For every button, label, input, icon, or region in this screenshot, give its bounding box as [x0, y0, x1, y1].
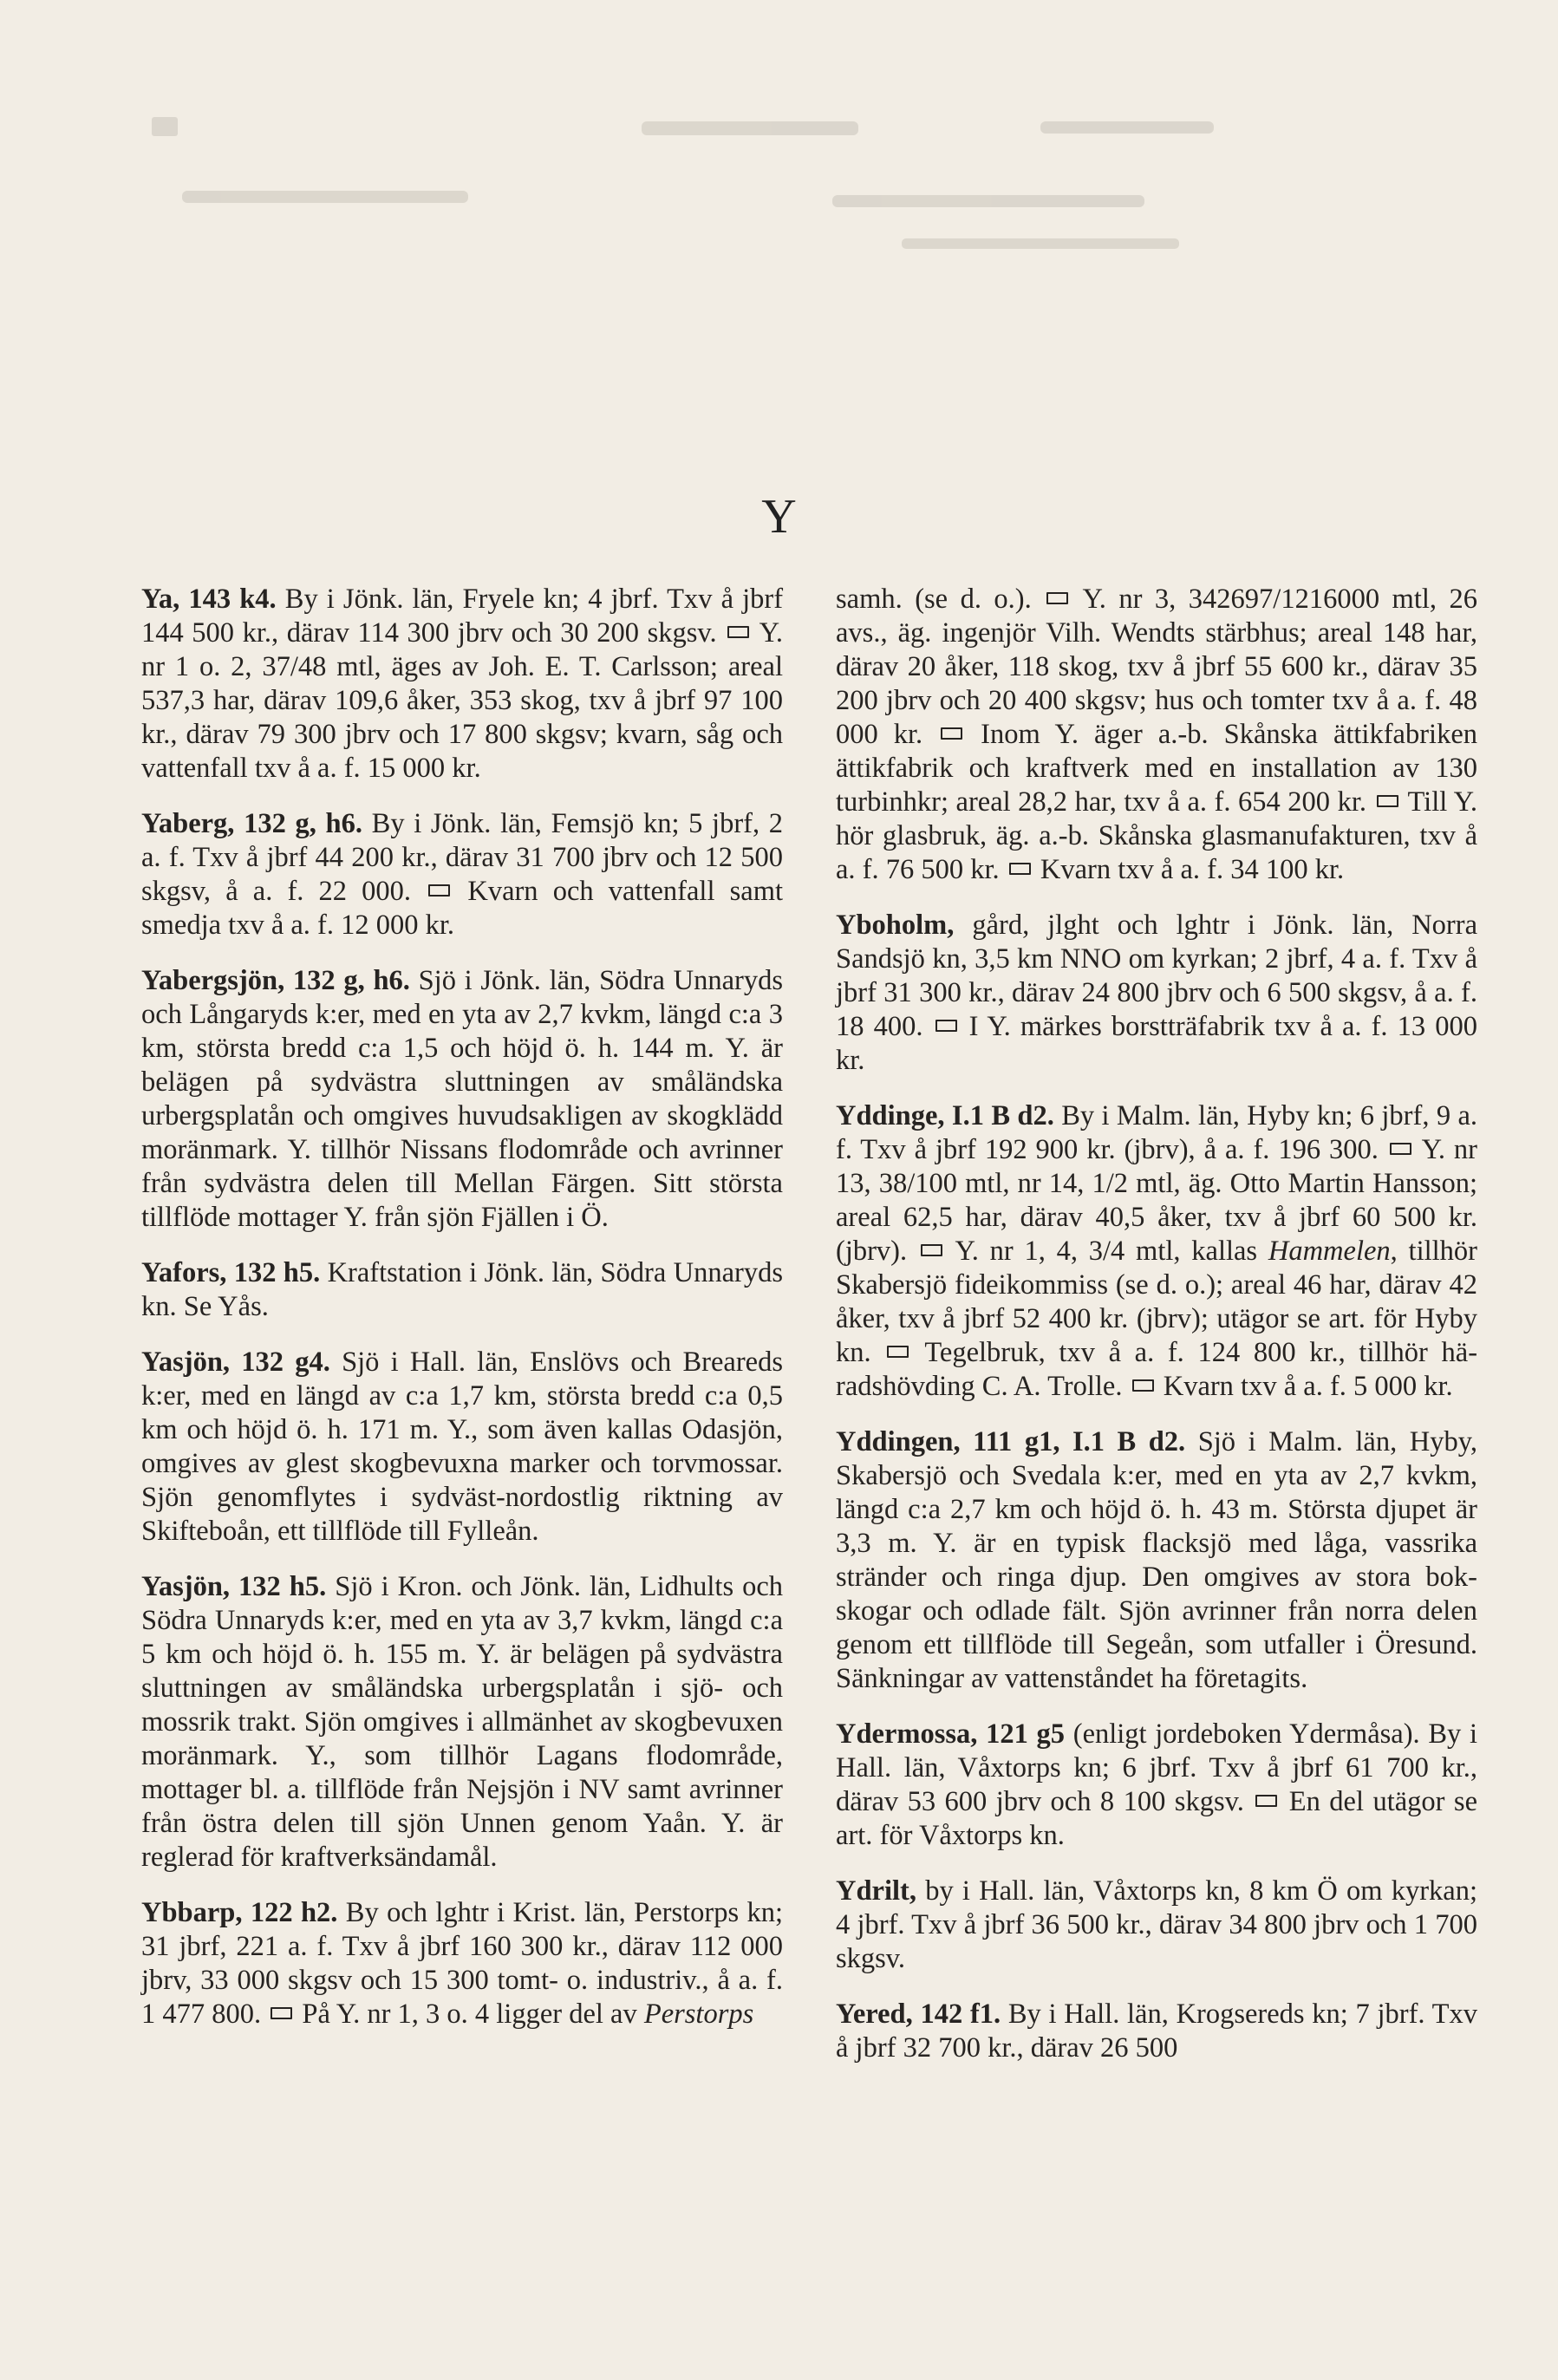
dictionary-entry: [836, 583, 1477, 887]
entry-headword: Yabergsjön,: [141, 965, 285, 996]
map-reference: 121 g5: [986, 1718, 1066, 1750]
entry-headword: Yboholm,: [836, 910, 955, 941]
dictionary-entry: [836, 1718, 1477, 1853]
entry-text: , tillhör Skabersjö fideikommiss (se d. o.); areal 46 har, därav 42 åker, txv å jbrf 52 400 kr. (jbrv); utägor se art. för Hyby kn.: [836, 1236, 1477, 1368]
paragraph-symbol-icon: [1390, 1143, 1411, 1155]
show-through-texture: [0, 0, 1558, 468]
map-reference: 132 h5.: [238, 1571, 327, 1602]
entry-headword: Yasjön,: [141, 1571, 231, 1602]
paragraph-symbol-icon: [941, 727, 962, 740]
entry-text: Kvarn och vattenfall samt smedja txv å a. f. 12 000 kr.: [141, 876, 784, 941]
entry-text: Tegelbruk, txv å a. f. 124 800 kr., tillhör häradshövding C. A. Trolle.: [836, 1337, 1478, 1402]
dictionary-entry: [141, 964, 783, 1235]
dictionary-entry: [836, 1425, 1477, 1696]
dictionary-entry: [141, 1256, 783, 1324]
paragraph-symbol-icon: [887, 1346, 909, 1358]
paragraph-symbol-icon: [271, 2007, 292, 2019]
entry-text: Sjö i Malm. län, Hyby, Skabersjö och Svedala k:er, med en yta av 2,7 kvkm, längd c:a 2,7 km och höjd ö. h. 43 m. Största djupet är 3,3 m. Y. är en typisk flacksjö med låga, vassrika stränder och ringa djup. Den omgives av stora bokskogar och odlade fält. Sjön avrinner från norra delen genom ett tillflöde till Segeån, som utfaller i Öresund. Sänkningar av vattenståndet ha företagits.: [836, 1426, 1477, 1694]
entry-text: Sjö i Jönk. län, Södra Unnaryds och Långaryds k:er, med en yta av 2,7 kvkm, längd c:a 3 km, största bredd c:a 1,5 och höjd ö. h. 144 m. Y. är belägen på sydvästra sluttningen av småländska urbergsplatån och omgives huvudsakligen av skogklädd moränmark. Y. tillhör Nissans flodområde och avrinner från sydvästra delen till Mellan Färgen. Sitt största tillflöde mottager Y. från sjön Fjällen i Ö.: [141, 965, 783, 1233]
entry-text: Kvarn txv å a. f. 5 000 kr.: [1156, 1371, 1453, 1402]
entry-headword: Yddingen,: [836, 1426, 961, 1457]
paragraph-symbol-icon: [428, 884, 450, 897]
entry-text: By i Hall. län, Krogsereds kn; 7 jbrf. Txv å jbrf 32 700 kr., därav 26 500: [836, 1999, 1478, 2064]
dictionary-entry: [141, 1346, 783, 1549]
map-reference: 122 h2.: [250, 1897, 338, 1928]
entry-text: By i Jönk. län, Fryele kn; 4 jbrf. Txv å jbrf 144 500 kr., därav 114 300 jbrv och 30 200 skgsv.: [141, 584, 784, 649]
entry-text: By i Malm. län, Hyby kn; 6 jbrf, 9 a. f. Txv å jbrf 192 900 kr. (jbrv), å a. f. 196 300.: [836, 1100, 1477, 1165]
dictionary-entry: [836, 1099, 1477, 1404]
entry-headword: Ya,: [141, 584, 180, 615]
map-reference: 111 g1, I.1 B d2.: [973, 1426, 1186, 1457]
entry-text: samh. (se d. o.).: [836, 584, 1045, 615]
entry-text: Y. nr 1, 4, 3/4 mtl, kallas: [944, 1236, 1268, 1267]
entry-text: Sjö i Hall. län, Enslövs och Breareds k:er, med en längd av c:a 1,7 km, största bredd c:a 0,5 km och höjd ö. h. 171 m. Y., som även kallas Odasjön, omgives av glest skogbevuxna marker och torvmossar. Sjön genomflytes i sydväst-nordostlig riktning av Skifteboån, ett tillflöde till Fylleån.: [141, 1346, 783, 1547]
italic-text: Perstorps: [643, 1999, 754, 2030]
entry-headword: Yddinge,: [836, 1100, 945, 1131]
entry-headword: Ybbarp,: [141, 1897, 243, 1928]
paragraph-symbol-icon: [935, 1020, 957, 1032]
dictionary-entry: [141, 807, 783, 942]
paragraph-symbol-icon: [921, 1244, 942, 1256]
map-reference: 142 f1.: [920, 1999, 1001, 2030]
entry-headword: Ydermossa,: [836, 1718, 978, 1750]
dictionary-entry: [141, 583, 783, 786]
dictionary-entry: [141, 1896, 783, 2031]
entry-text: By i Jönk. län, Femsjö kn; 5 jbrf, 2 a. f. Txv å jbrf 44 200 kr., därav 31 700 jbrv och 12 500 skgsv, å a. f. 22 000.: [141, 808, 783, 907]
entry-headword: Yered,: [836, 1999, 913, 2030]
right-column: [836, 583, 1477, 2065]
map-reference: 132 h5.: [233, 1257, 321, 1288]
entry-headword: Ydrilt,: [836, 1875, 916, 1907]
entry-text: Inom Y. äger a.-b. Skånska ättikfabriken ättikfabrik och kraftverk med en installation av 130 turbinhkr; areal 28,2 har, txv å a. f. 654 200 kr.: [836, 719, 1477, 818]
map-reference: 143 k4.: [188, 584, 277, 615]
entry-text: På Y. nr 1, 3 o. 4 ligger del av: [295, 1999, 644, 2030]
dictionary-entry: [836, 909, 1477, 1078]
paragraph-symbol-icon: [1009, 863, 1031, 875]
paragraph-symbol-icon: [1046, 592, 1068, 604]
entry-text: by i Hall. län, Våxtorps kn, 8 km Ö om kyrkan; 4 jbrf. Txv å jbrf 36 500 kr., därav 34 800 jbrv och 1 700 skgsv.: [836, 1875, 1477, 1974]
entry-text: En del utägor se art. för Våxtorps kn.: [836, 1786, 1477, 1851]
entry-text: (enligt jordeboken Ydermåsa). By i Hall. län, Våxtorps kn; 6 jbrf. Txv å jbrf 61 700 kr., därav 53 600 jbrv och 8 100 skgsv.: [836, 1718, 1478, 1817]
map-reference: 132 g, h6.: [292, 965, 410, 996]
entry-text: By och lghtr i Krist. län, Perstorps kn; 31 jbrf, 221 a. f. Txv å jbrf 160 300 kr., därav 112 000 jbrv, 33 000 skgsv och 15 300 tomt- o. industriv., å a. f. 1 477 800.: [141, 1897, 784, 2030]
left-column: [141, 583, 783, 2031]
entry-text: I Y. märkes borstträfabrik txv å a. f. 13 000 kr.: [836, 1011, 1478, 1076]
entry-headword: Yafors,: [141, 1257, 227, 1288]
entry-headword: Yasjön,: [141, 1346, 231, 1378]
dictionary-entry: [836, 1875, 1477, 1976]
entry-text: Y. nr 1 o. 2, 37/48 mtl, äges av Joh. E. T. Carlsson; areal 537,3 har, därav 109,6 åker, 353 skog, txv å jbrf 97 100 kr., därav 79 300 jbrv och 17 800 skgsv; kvarn, såg och vattenfall txv å a. f. 15 000 kr.: [141, 617, 783, 784]
italic-text: Hammelen: [1268, 1236, 1391, 1267]
dictionary-entry: [836, 1998, 1477, 2065]
entry-headword: Yaberg,: [141, 808, 235, 839]
entry-text: Kvarn txv å a. f. 34 100 kr.: [1033, 854, 1345, 885]
entry-text: Y. nr 3, 342697/1216000 mtl, 26 avs., äg. ingenjör Vilh. Wendts stärbhus; areal 148 har, därav 20 åker, 118 skog, txv å jbrf 55 600 kr., därav 35 200 jbrv och 20 400 skgsv; hus och tomter txv å a. f. 48 000 kr.: [836, 584, 1477, 750]
section-letter: Y: [761, 490, 797, 544]
paragraph-symbol-icon: [1255, 1795, 1277, 1807]
entry-text: gård, jlght och lghtr i Jönk. län, Norra Sandsjö kn, 3,5 km NNO om kyrkan; 2 jbrf, 4 a. f. Txv å jbrf 31 300 kr., därav 24 800 jbrv och 6 500 skgsv, å a. f. 18 400.: [836, 910, 1477, 1042]
entry-text: Sjö i Kron. och Jönk. län, Lidhults och Södra Unnaryds k:er, med en yta av 3,7 kvkm, längd c:a 5 km och höjd ö. h. 155 m. Y. är belägen på sydvästra sluttningen av småländska urbergsplatån i sjö- och mossrik trakt. Sjön omgives i allmänhet av skogbevuxen moränmark. Y., som tillhör Lagans flodområde, mottager bl. a. tillflöde från Nejsjön i NV samt avrinner från östra delen till sjön Unnen genom Yaån. Y. är reglerad för kraftverksändamål.: [141, 1571, 784, 1873]
map-reference: 132 g, h6.: [244, 808, 362, 839]
paragraph-symbol-icon: [1132, 1379, 1154, 1392]
paragraph-symbol-icon: [727, 626, 749, 638]
entry-text: Till Y. hör glasbruk, äg. a.-b. Skånska glasmanufakturen, txv å a. f. 76 500 kr.: [836, 786, 1477, 885]
entry-text: Kraftstation i Jönk. län, Södra Unnaryds kn. Se Yås.: [141, 1257, 783, 1322]
entry-text: Y. nr 13, 38/100 mtl, nr 14, 1/2 mtl, äg. Otto Martin Hansson; areal 62,5 har, därav 40,5 åker, txv å jbrf 60 500 kr. (jbrv).: [836, 1134, 1477, 1267]
paragraph-symbol-icon: [1377, 795, 1398, 807]
map-reference: I.1 B d2.: [951, 1100, 1054, 1131]
dictionary-entry: [141, 1570, 783, 1875]
map-reference: 132 g4.: [241, 1346, 330, 1378]
